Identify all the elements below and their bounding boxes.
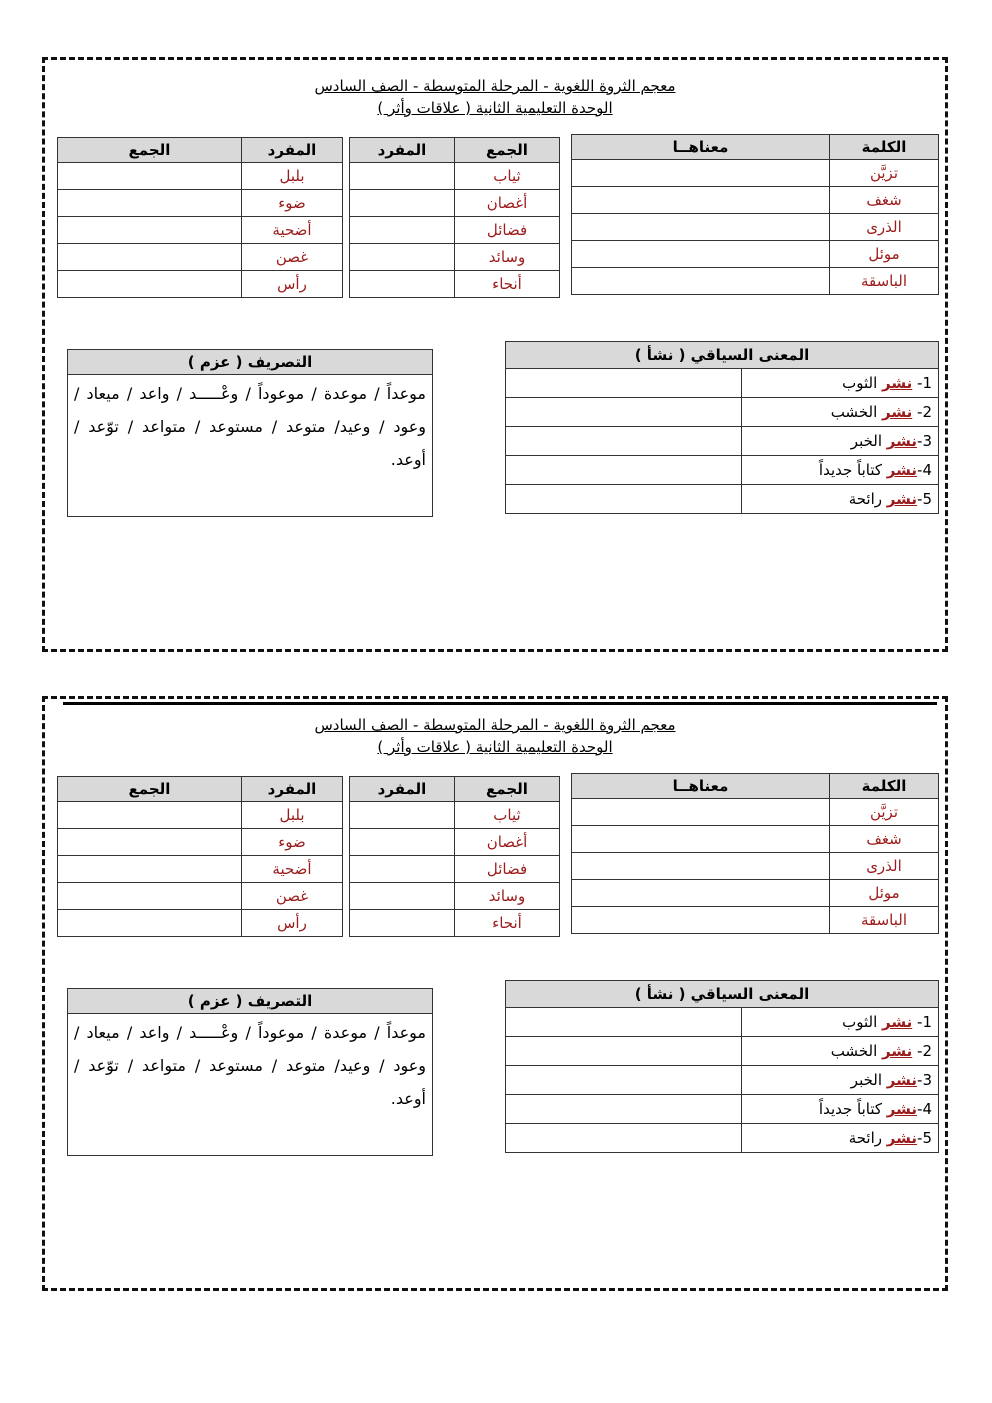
context-phrase: 4-نشر كتاباً جديداً xyxy=(742,1095,939,1124)
answer-cell[interactable] xyxy=(350,217,455,244)
plural-word: وسائد xyxy=(455,244,560,271)
plural-word: وسائد xyxy=(455,883,560,910)
meaning-cell[interactable] xyxy=(572,880,830,907)
singular-word: بلبل xyxy=(242,163,343,190)
answer-cell[interactable] xyxy=(506,1037,742,1066)
vocabulary-table xyxy=(571,134,939,295)
context-phrase: 4-نشر كتاباً جديداً xyxy=(742,456,939,485)
answer-cell[interactable] xyxy=(58,244,242,271)
meaning-cell[interactable] xyxy=(572,214,830,241)
conjugation-text: موعداً / موعدة / موعوداً / وعْـــــد / واعد / ميعاد / وعود / وعيد/ متوعد / مستوعد / متواعد / توّعد / أوعد. xyxy=(68,375,433,517)
meaning-cell[interactable] xyxy=(572,799,830,826)
vocab-word: الباسقة xyxy=(830,907,939,934)
answer-cell[interactable] xyxy=(350,244,455,271)
worksheet-card-2 xyxy=(42,696,948,1291)
answer-cell[interactable] xyxy=(506,369,742,398)
conjugation-title: التصريف ( عزم ) xyxy=(68,989,433,1014)
answer-cell[interactable] xyxy=(58,829,242,856)
vocab-word: شغف xyxy=(830,187,939,214)
meaning-cell[interactable] xyxy=(572,187,830,214)
answer-cell[interactable] xyxy=(58,271,242,298)
context-phrase: 5-نشر رائحة xyxy=(742,1124,939,1153)
contextual-meaning-table xyxy=(505,341,939,514)
singular-header: المفرد xyxy=(242,138,343,163)
meaning-cell[interactable] xyxy=(572,160,830,187)
vocab-word: تزيَّن xyxy=(830,160,939,187)
plural-word: فضائل xyxy=(455,856,560,883)
vocab-word: الذرى xyxy=(830,853,939,880)
singular-word: ضوء xyxy=(242,829,343,856)
answer-cell[interactable] xyxy=(350,190,455,217)
vocab-word: موئل xyxy=(830,241,939,268)
worksheet-card-1 xyxy=(42,57,948,652)
answer-cell[interactable] xyxy=(58,163,242,190)
context-phrase: 5-نشر رائحة xyxy=(742,485,939,514)
context-title: المعنى السياقي ( نشأ ) xyxy=(506,342,939,369)
meaning-header: معناهــا xyxy=(572,774,830,799)
vocab-word: شغف xyxy=(830,826,939,853)
answer-cell[interactable] xyxy=(506,1095,742,1124)
plural-word: أنحاء xyxy=(455,271,560,298)
context-phrase: 2- نشر الخشب xyxy=(742,398,939,427)
answer-cell[interactable] xyxy=(506,398,742,427)
singular-to-plural-table xyxy=(57,137,343,298)
answer-cell[interactable] xyxy=(350,802,455,829)
answer-cell[interactable] xyxy=(58,190,242,217)
singular-word: غصن xyxy=(242,244,343,271)
singular-header: المفرد xyxy=(350,138,455,163)
conjugation-table xyxy=(67,349,433,517)
context-phrase: 1- نشر الثوب xyxy=(742,1008,939,1037)
conjugation-text: موعداً / موعدة / موعوداً / وعْـــــد / واعد / ميعاد / وعود / وعيد/ متوعد / مستوعد / متواعد / توّعد / أوعد. xyxy=(68,1014,433,1156)
plural-word: أغصان xyxy=(455,190,560,217)
answer-cell[interactable] xyxy=(506,1008,742,1037)
vocab-word: الذرى xyxy=(830,214,939,241)
answer-cell[interactable] xyxy=(58,910,242,937)
singular-word: أضحية xyxy=(242,217,343,244)
context-phrase: 1- نشر الثوب xyxy=(742,369,939,398)
plural-word: ثياب xyxy=(455,163,560,190)
meaning-header: معناهــا xyxy=(572,135,830,160)
singular-word: رأس xyxy=(242,910,343,937)
plural-to-singular-table xyxy=(349,137,560,298)
singular-word: ضوء xyxy=(242,190,343,217)
context-phrase: 3-نشر الخبر xyxy=(742,427,939,456)
contextual-meaning-table xyxy=(505,980,939,1153)
answer-cell[interactable] xyxy=(350,856,455,883)
plural-word: أنحاء xyxy=(455,910,560,937)
meaning-cell[interactable] xyxy=(572,853,830,880)
vocab-word: الباسقة xyxy=(830,268,939,295)
meaning-cell[interactable] xyxy=(572,241,830,268)
meaning-cell[interactable] xyxy=(572,907,830,934)
conjugation-table xyxy=(67,988,433,1156)
singular-word: رأس xyxy=(242,271,343,298)
answer-cell[interactable] xyxy=(506,1066,742,1095)
conjugation-title: التصريف ( عزم ) xyxy=(68,350,433,375)
plural-word: ثياب xyxy=(455,802,560,829)
singular-header: المفرد xyxy=(350,777,455,802)
context-phrase: 2- نشر الخشب xyxy=(742,1037,939,1066)
answer-cell[interactable] xyxy=(506,485,742,514)
context-title: المعنى السياقي ( نشأ ) xyxy=(506,981,939,1008)
singular-word: أضحية xyxy=(242,856,343,883)
answer-cell[interactable] xyxy=(350,883,455,910)
context-phrase: 3-نشر الخبر xyxy=(742,1066,939,1095)
plural-word: أغصان xyxy=(455,829,560,856)
answer-cell[interactable] xyxy=(350,271,455,298)
answer-cell[interactable] xyxy=(506,456,742,485)
plural-header: الجمع xyxy=(58,138,242,163)
singular-word: بلبل xyxy=(242,802,343,829)
answer-cell[interactable] xyxy=(506,427,742,456)
unit-title: الوحدة التعليمية الثانية ( علاقات وأثر ) xyxy=(377,738,613,756)
answer-cell[interactable] xyxy=(58,802,242,829)
answer-cell[interactable] xyxy=(350,910,455,937)
answer-cell[interactable] xyxy=(350,163,455,190)
singular-word: غصن xyxy=(242,883,343,910)
unit-title: الوحدة التعليمية الثانية ( علاقات وأثر ) xyxy=(377,99,613,117)
answer-cell[interactable] xyxy=(58,856,242,883)
plural-header: الجمع xyxy=(58,777,242,802)
answer-cell[interactable] xyxy=(58,883,242,910)
singular-to-plural-table xyxy=(57,776,343,937)
plural-to-singular-table xyxy=(349,776,560,937)
divider-line xyxy=(63,702,937,705)
vocab-word: موئل xyxy=(830,880,939,907)
meaning-cell[interactable] xyxy=(572,268,830,295)
plural-header: الجمع xyxy=(455,777,560,802)
vocab-word: تزيَّن xyxy=(830,799,939,826)
answer-cell[interactable] xyxy=(350,829,455,856)
worksheet-title: معجم الثروة اللغوية - المرحلة المتوسطة - الصف السادس xyxy=(314,716,676,734)
answer-cell[interactable] xyxy=(58,217,242,244)
answer-cell[interactable] xyxy=(506,1124,742,1153)
word-header: الكلمة xyxy=(830,774,939,799)
plural-word: فضائل xyxy=(455,217,560,244)
vocabulary-table xyxy=(571,773,939,934)
word-header: الكلمة xyxy=(830,135,939,160)
meaning-cell[interactable] xyxy=(572,826,830,853)
worksheet-title: معجم الثروة اللغوية - المرحلة المتوسطة - الصف السادس xyxy=(314,77,676,95)
singular-header: المفرد xyxy=(242,777,343,802)
plural-header: الجمع xyxy=(455,138,560,163)
